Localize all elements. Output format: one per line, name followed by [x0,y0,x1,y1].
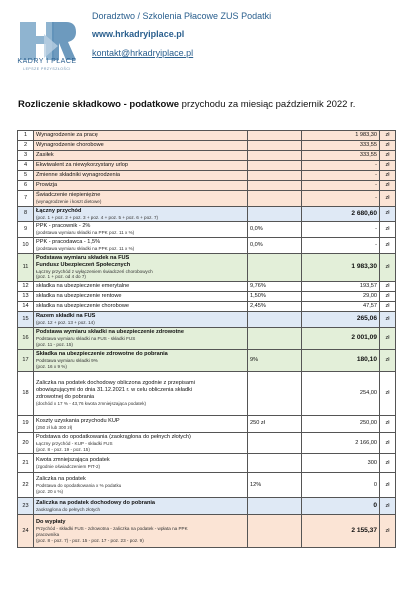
row-number: 13 [18,292,34,302]
row-rate: 9% [248,349,302,371]
table-row [18,432,396,453]
row-amount: 1 983,30 [302,131,380,141]
row-amount: - [302,170,380,180]
row-amount: 0 [302,473,380,498]
row-description [34,498,248,515]
row-desc: Świadczenie niepieniężne [36,191,101,198]
row-rate: 12% [248,473,302,498]
row-number: 22 [18,473,34,498]
table-row [18,282,396,292]
table-row [18,473,396,498]
table-row [18,238,396,254]
row-desc: Ekwiwalent za niewykorzystany urlop [36,161,129,168]
row-number: 20 [18,432,34,453]
row-number: 9 [18,222,34,238]
row-rate: 9,76% [248,282,302,292]
row-number: 1 [18,131,34,141]
row-rate [248,150,302,160]
row-currency: zł [380,327,396,349]
row-description [34,312,248,328]
row-amount: 254,00 [302,371,380,415]
row-desc: Wynagrodzenie chorobowe [36,141,104,148]
row-sub2: pracownika [36,531,60,537]
row-number: 7 [18,190,34,206]
row-rate [248,515,302,548]
row-currency: zł [380,292,396,302]
row-number: 4 [18,160,34,170]
row-sub: Łączny przychód - KUP - składki FUS [36,440,113,446]
row-description [34,190,248,206]
row-number: 14 [18,302,34,312]
row-rate [248,253,302,281]
table-row [18,140,396,150]
row-currency: zł [380,253,396,281]
row-desc3: zdrowotnej do pobrania [36,394,95,401]
row-number: 11 [18,253,34,281]
logo-subtext: LEPSZE PRZYSZŁOŚCI [23,67,71,71]
row-amount: 2 001,09 [302,327,380,349]
row-amount: 29,00 [302,292,380,302]
settlement-table [17,130,396,548]
row-desc2: Fundusz Ubezpieczeń Społecznych [36,261,131,268]
row-sub: (zgodnie oświadczeniem PIT-2) [36,463,101,469]
row-desc: Zmienne składniki wynagrodzenia [36,171,120,178]
row-number: 6 [18,180,34,190]
row-currency: zł [380,454,396,473]
table-row [18,131,396,141]
row-amount: 300 [302,454,380,473]
row-rate [248,190,302,206]
row-number: 12 [18,282,34,292]
row-description [34,140,248,150]
row-currency: zł [380,170,396,180]
page-title [18,99,398,110]
table-row [18,312,396,328]
row-currency: zł [380,349,396,371]
row-sub2: Łączny przychód z wyłączeniem świadczeń chorobowych [36,268,153,274]
row-description [34,238,248,254]
row-desc: Łączny przychód [36,207,82,214]
row-number: 21 [18,454,34,473]
row-desc: Podstawa wymiaru składki na ubezpieczenie zdrowotne [36,329,184,336]
row-description [34,150,248,160]
row-description [34,222,248,238]
row-desc: składka na ubezpieczenie emerytalne [36,283,130,290]
row-desc: Koszty uzyskania przychodu KUP [36,417,120,424]
row-sub: (250 zł lub 300 zł) [36,424,73,430]
row-sub: (wynagrodzenie i koszt dietowe) [36,198,102,204]
row-rate: 250 zł [248,415,302,432]
table-row [18,302,396,312]
row-number: 24 [18,515,34,548]
row-sub: (podstawa wymiaru składki na PPK poz. 11 x %) [36,230,135,236]
row-sub3: (poz. 8 - poz. 7) - poz. 15 - poz. 17 - poz. 23 - poz. 9) [36,537,144,543]
table-row [18,190,396,206]
row-desc: Wynagrodzenie za pracę [36,132,98,138]
row-sub: Przychód - składki FUS - zdrowotna - zaliczka na podatek - wpłata na PPK [36,526,188,532]
row-description [34,302,248,312]
table-row [18,292,396,302]
row-currency: zł [380,473,396,498]
row-amount: - [302,160,380,170]
row-desc: PPK - pracownik - 2% [36,223,91,230]
row-rate [248,131,302,141]
logo-text: KADRY I PŁACE [17,58,77,65]
row-number: 17 [18,349,34,371]
row-description [34,180,248,190]
row-number: 10 [18,238,34,254]
row-rate [248,432,302,453]
row-amount: 333,55 [302,140,380,150]
row-desc: Podstawa do opodatkowania (zaokrąglona do pełnych złotych) [36,433,191,440]
row-amount: 2 155,37 [302,515,380,548]
table-row [18,160,396,170]
row-description [34,349,248,371]
row-amount: - [302,238,380,254]
row-number: 23 [18,498,34,515]
row-amount: - [302,190,380,206]
row-amount: - [302,222,380,238]
row-desc: składka na ubezpieczenie chorobowe [36,303,129,310]
row-description [34,292,248,302]
row-desc: Prowizja [36,181,58,188]
row-rate [248,180,302,190]
row-rate [248,170,302,180]
row-rate: 2,45% [248,302,302,312]
table-row [18,170,396,180]
row-amount: 193,57 [302,282,380,292]
row-description [34,282,248,292]
header-email-link[interactable]: kontakt@hrkadryiplace.pl [92,48,194,58]
row-desc: Kwota zmniejszająca podatek [36,456,110,463]
row-rate [248,498,302,515]
row-desc: Podstawa wymiaru składek na FUS [36,254,130,261]
row-currency: zł [380,206,396,222]
row-desc: Zaliczka na podatek [36,476,86,483]
table-row [18,454,396,473]
row-rate [248,371,302,415]
row-description [34,160,248,170]
row-currency: zł [380,222,396,238]
row-sub: Podstawa do opodatkowania x % podatku [36,483,122,489]
row-currency: zł [380,238,396,254]
header-website-link[interactable]: www.hrkadryiplace.pl [92,29,185,39]
row-amount: 0 [302,498,380,515]
row-sub: (poz. 1 + poz. 2 + poz. 3 + poz. 4 + poz. 5 + poz. 6 + poz. 7) [36,214,159,220]
table-row [18,498,396,515]
row-currency: zł [380,312,396,328]
row-desc: Do wypłaty [36,519,66,526]
header [0,0,403,80]
row-rate [248,454,302,473]
table-row [18,349,396,371]
row-amount: 333,55 [302,150,380,160]
row-currency: zł [380,498,396,515]
row-sub2: (poz. 20 x %) [36,488,64,494]
row-amount: 180,10 [302,349,380,371]
row-currency: zł [380,415,396,432]
row-currency: zł [380,371,396,415]
row-rate [248,312,302,328]
row-currency: zł [380,432,396,453]
table-row [18,253,396,281]
row-description [34,371,248,415]
row-description [34,415,248,432]
row-description [34,131,248,141]
row-rate: 0,0% [248,222,302,238]
row-sub: (podstawa wymiaru składki na PPK poz. 11 x %) [36,246,135,252]
table-row [18,371,396,415]
row-sub: (dochód x 17 % - 43,76 kwota zmniejszająca podatek) [36,401,147,406]
row-sub: (poz. 12 + poz. 13 + poz. 14) [36,320,95,326]
row-amount: 250,00 [302,415,380,432]
row-rate [248,140,302,150]
title-bold: Rozliczenie składkowo - podatkowe [18,99,180,110]
row-rate [248,160,302,170]
row-desc: PPK - pracodawca - 1,5% [36,239,101,246]
row-description [34,515,248,548]
row-amount: - [302,180,380,190]
row-currency: zł [380,131,396,141]
row-sub: Podstawa wymiaru składki 9% [36,358,98,364]
row-number: 19 [18,415,34,432]
row-description [34,432,248,453]
row-desc: Razem składki na FUS [36,313,96,320]
row-description [34,473,248,498]
row-desc2: obowiązującymi do dnia 31.12.2021 r. w celu obliczenia składki [36,387,193,394]
row-number: 8 [18,206,34,222]
row-number: 16 [18,327,34,349]
row-description [34,253,248,281]
row-currency: zł [380,302,396,312]
table-row [18,327,396,349]
row-rate: 1,50% [248,292,302,302]
row-description [34,454,248,473]
table-row [18,206,396,222]
row-currency: zł [380,150,396,160]
row-currency: zł [380,515,396,548]
row-currency: zł [380,190,396,206]
row-rate [248,327,302,349]
row-sub: Podstawa wymiaru składki na FUS - składki FUS [36,336,136,342]
table-row [18,515,396,548]
row-rate: 0,0% [248,238,302,254]
row-currency: zł [380,140,396,150]
row-currency: zł [380,282,396,292]
row-number: 15 [18,312,34,328]
table-row [18,415,396,432]
row-amount: 47,57 [302,302,380,312]
row-desc: składka na ubezpieczenie rentowe [36,293,122,300]
row-description [34,327,248,349]
row-rate [248,206,302,222]
row-amount: 2 166,00 [302,432,380,453]
header-services: Doradztwo / Szkolenia Płacowe ZUS Podatki [92,11,272,21]
table-row [18,222,396,238]
row-desc: Zasiłek [36,151,54,158]
row-description [34,170,248,180]
row-sub2: (poz. 16 x 9 %) [36,363,67,369]
row-number: 18 [18,371,34,415]
row-sub2: (poz. 11 - poz. 15) [36,341,73,347]
row-desc: Zaliczka na podatek dochodowy do pobrania [36,499,156,506]
row-amount: 1 983,30 [302,253,380,281]
row-sub3: (poz. 1 + poz. od 4 do 7) [36,274,86,280]
row-currency: zł [380,180,396,190]
row-number: 5 [18,170,34,180]
row-amount: 2 680,60 [302,206,380,222]
row-sub2: (poz. 8 - poz. 19 - poz. 15) [36,446,90,452]
row-description [34,206,248,222]
table-row [18,180,396,190]
row-number: 2 [18,140,34,150]
row-amount: 265,06 [302,312,380,328]
row-number: 3 [18,150,34,160]
title-rest: przychodu za miesiąc październik 2022 r. [179,99,356,110]
table-row [18,150,396,160]
row-desc: Składka na ubezpieczenie zdrowotne do pobrania [36,351,168,358]
row-sub: zaokrąglona do pełnych złotych [36,506,101,512]
row-desc: Zaliczka na podatek dochodowy obliczona zgodnie z przepisami [36,380,195,387]
row-currency: zł [380,160,396,170]
